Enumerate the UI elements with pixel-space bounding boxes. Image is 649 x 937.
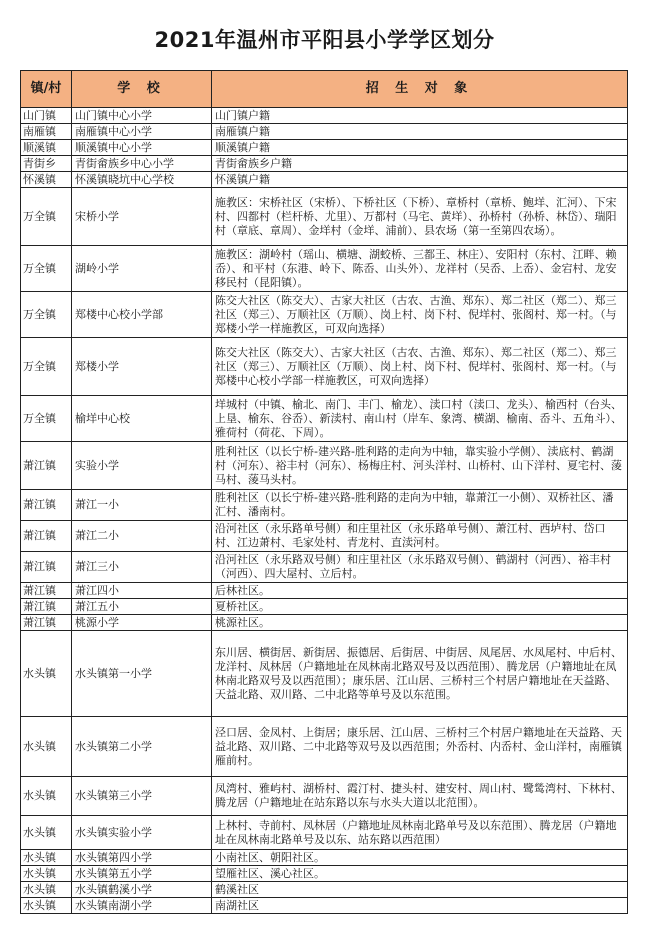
table-row — [21, 156, 628, 172]
cell-school: 水头镇第二小学 — [72, 717, 212, 777]
cell-school: 怀溪镇晓坑中心学校 — [72, 172, 212, 188]
cell-school: 水头镇鹤溪小学 — [72, 882, 212, 898]
cell-school: 榆垟中心校 — [72, 396, 212, 442]
cell-target: 山门镇户籍 — [212, 108, 628, 124]
cell-town: 万全镇 — [21, 246, 72, 292]
cell-school: 水头镇南湖小学 — [72, 898, 212, 914]
cell-town: 水头镇 — [21, 816, 72, 850]
cell-town: 萧江镇 — [21, 615, 72, 631]
cell-target: 陈交大社区（陈交大）、古家大社区（古农、古渔、郑东）、郑二社区（郑二）、郑三社区（郑三）、万顺社区（万顺）、岗上村、岗下村、倪垟村、张阁村、郑一村。（与郑楼中心校小学部一样施教区，可双向选择） — [212, 338, 628, 396]
table-row — [21, 583, 628, 599]
cell-town: 怀溪镇 — [21, 172, 72, 188]
table-row — [21, 124, 628, 140]
cell-school: 顺溪镇中心小学 — [72, 140, 212, 156]
cell-target: 夏桥社区。 — [212, 599, 628, 615]
header-school: 学 校 — [72, 71, 212, 108]
cell-school: 萧江二小 — [72, 521, 212, 552]
table-row — [21, 816, 628, 850]
cell-target: 上林村、寺前村、凤林居（户籍地址凤林南北路单号及以东范围）、腾龙居（户籍地址在凤林南北路单号及以东、站东路以西范围） — [212, 816, 628, 850]
cell-school: 实验小学 — [72, 442, 212, 490]
cell-town: 水头镇 — [21, 850, 72, 866]
cell-town: 水头镇 — [21, 631, 72, 717]
cell-target: 沿河社区（永乐路单号侧）和庄里社区（永乐路单号侧）、萧江村、西垆村、岱口村、江边萧村、毛家处村、青龙村、直渎河村。 — [212, 521, 628, 552]
table-row — [21, 172, 628, 188]
cell-school: 萧江三小 — [72, 552, 212, 583]
cell-target: 小南社区、朝阳社区。 — [212, 850, 628, 866]
cell-town: 水头镇 — [21, 866, 72, 882]
cell-target: 胜利社区（以长宁桥-建兴路-胜利路的走向为中轴，靠萧江一小侧）、双桥社区、潘汇村、潘南村。 — [212, 490, 628, 521]
table-header-row — [21, 71, 628, 108]
cell-target: 怀溪镇户籍 — [212, 172, 628, 188]
cell-town: 水头镇 — [21, 777, 72, 816]
cell-town: 水头镇 — [21, 717, 72, 777]
cell-target: 望雁社区、溪心社区。 — [212, 866, 628, 882]
cell-target: 凤湾村、雅屿村、湖桥村、霞汀村、捷头村、建安村、周山村、鹭鸶湾村、下林村、腾龙居（户籍地址在站东路以东与水头大道以北范围）。 — [212, 777, 628, 816]
table-row — [21, 882, 628, 898]
cell-school: 水头镇第三小学 — [72, 777, 212, 816]
cell-town: 万全镇 — [21, 292, 72, 338]
cell-target: 青街畲族乡户籍 — [212, 156, 628, 172]
cell-school: 青街畲族乡中心小学 — [72, 156, 212, 172]
cell-target: 胜利社区（以长宁桥-建兴路-胜利路的走向为中轴，靠实验小学侧）、渎底村、鹤湖村（河东）、裕丰村（河东）、杨梅庄村、河头洋村、山桥村、山下洋村、夏宅村、蔆马村、蔆马头村。 — [212, 442, 628, 490]
cell-target: 南湖社区 — [212, 898, 628, 914]
table-row — [21, 188, 628, 246]
table-row — [21, 599, 628, 615]
cell-target: 沿河社区（永乐路双号侧）和庄里社区（永乐路双号侧）、鹤湖村（河西）、裕丰村（河西）、四大屋村、立后村。 — [212, 552, 628, 583]
cell-school: 水头镇第五小学 — [72, 866, 212, 882]
table-row — [21, 850, 628, 866]
cell-target: 南雁镇户籍 — [212, 124, 628, 140]
cell-target: 桃源社区。 — [212, 615, 628, 631]
cell-town: 顺溪镇 — [21, 140, 72, 156]
table-row — [21, 396, 628, 442]
table-row — [21, 615, 628, 631]
cell-school: 山门镇中心小学 — [72, 108, 212, 124]
cell-town: 萧江镇 — [21, 521, 72, 552]
cell-town: 萧江镇 — [21, 552, 72, 583]
cell-school: 宋桥小学 — [72, 188, 212, 246]
cell-target: 施教区：湖岭村（瑶山、横塘、湖蛟桥、三都王、林庄）、安阳村（东村、江畔、赖岙）、和平村（东港、岭下、陈岙、山头外）、龙祥村（吴岙、上岙）、金宕村、龙安移民村（昆阳镇）。 — [212, 246, 628, 292]
table-row — [21, 521, 628, 552]
table-row — [21, 777, 628, 816]
table-row — [21, 442, 628, 490]
cell-target: 顺溪镇户籍 — [212, 140, 628, 156]
table-row — [21, 292, 628, 338]
table-row — [21, 631, 628, 717]
table-row — [21, 552, 628, 583]
cell-town: 萧江镇 — [21, 599, 72, 615]
cell-town: 水头镇 — [21, 882, 72, 898]
cell-target: 泾口居、金凤村、上街居；康乐居、江山居、三桥村三个村居户籍地址在天益路、天益北路、双川路、二中北路等双号及以西范围；外岙村、内岙村、金山洋村，南雁镇雁前村。 — [212, 717, 628, 777]
cell-school: 南雁镇中心小学 — [72, 124, 212, 140]
cell-town: 萧江镇 — [21, 583, 72, 599]
table-row — [21, 338, 628, 396]
cell-school: 桃源小学 — [72, 615, 212, 631]
cell-town: 萧江镇 — [21, 490, 72, 521]
table-body — [21, 108, 628, 914]
cell-target: 施教区：宋桥社区（宋桥）、下桥社区（下桥）、章桥村（章桥、鲍垟、汇河）、下宋村、四都村（栏杆桥、尤里）、万都村（马宅、黄垟）、孙桥村（孙桥、林岱）、瑞阳村（章底、章周）、金垟村（金垟、浦前）、县农场（第一至第四农场）。 — [212, 188, 628, 246]
cell-town: 万全镇 — [21, 338, 72, 396]
cell-school: 萧江五小 — [72, 599, 212, 615]
cell-town: 万全镇 — [21, 188, 72, 246]
cell-school: 萧江四小 — [72, 583, 212, 599]
cell-target: 鹤溪社区 — [212, 882, 628, 898]
cell-town: 万全镇 — [21, 396, 72, 442]
cell-town: 青街乡 — [21, 156, 72, 172]
cell-town: 水头镇 — [21, 898, 72, 914]
cell-target: 东川居、横街居、新街居、振德居、后街居、中街居、凤尾居、水凤尾村、中后村、龙洋村、凤林居（户籍地址在凤林南北路双号及以西范围）、腾龙居（户籍地址在凤林南北路双号及以西范围）；康乐居、江山居、三桥村三个村居户籍地址在天益路、天益北路、双川路、二中北路等单号及以东范围。 — [212, 631, 628, 717]
table-row — [21, 490, 628, 521]
cell-school: 水头镇第一小学 — [72, 631, 212, 717]
header-target: 招 生 对 象 — [212, 71, 628, 108]
cell-school: 萧江一小 — [72, 490, 212, 521]
cell-school: 郑楼中心校小学部 — [72, 292, 212, 338]
page-title: 2021年温州市平阳县小学学区划分 — [154, 28, 495, 52]
cell-town: 南雁镇 — [21, 124, 72, 140]
cell-town: 山门镇 — [21, 108, 72, 124]
table-row — [21, 140, 628, 156]
district-table — [20, 70, 628, 914]
table-row — [21, 246, 628, 292]
table-row — [21, 898, 628, 914]
cell-target: 垟城村（中镇、榆北、南门、丰门、榆龙）、渎口村（渎口、龙头）、榆西村（台头、上垦、榆东、谷岙）、新渎村、南山村（岸车、象湾、横湖、榆南、岙斗、五角斗）、雅荷村（荷花、下周）。 — [212, 396, 628, 442]
cell-target: 陈交大社区（陈交大）、古家大社区（古农、古渔、郑东）、郑二社区（郑二）、郑三社区（郑三）、万顺社区（万顺）、岗上村、岗下村、倪垟村、张阁村、郑一村。（与郑楼小学一样施教区，可双向选择） — [212, 292, 628, 338]
cell-school: 水头镇实验小学 — [72, 816, 212, 850]
cell-target: 后林社区。 — [212, 583, 628, 599]
table-row — [21, 717, 628, 777]
cell-school: 湖岭小学 — [72, 246, 212, 292]
cell-town: 萧江镇 — [21, 442, 72, 490]
cell-school: 郑楼小学 — [72, 338, 212, 396]
cell-school: 水头镇第四小学 — [72, 850, 212, 866]
table-row — [21, 866, 628, 882]
header-town: 镇/村 — [21, 71, 72, 108]
table-row — [21, 108, 628, 124]
